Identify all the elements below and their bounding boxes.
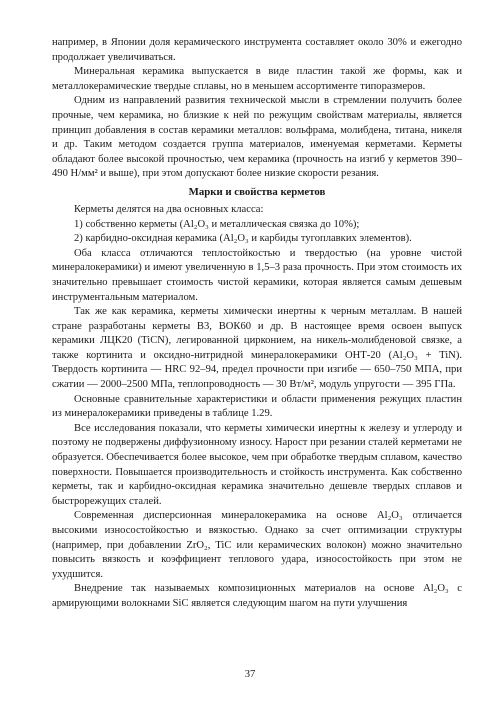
paragraph: например, в Японии доля керамического инструмента составляет около 30% и ежегодно продолжает увеличиваться. — [52, 37, 462, 63]
list-item: 2) карбидно-оксидная керамика (Al₂O₃ и карбиды тугоплавких элементов). — [74, 233, 412, 245]
section-heading: Марки и свойства керметов — [188, 185, 326, 198]
paragraph: Все исследования показали, что керметы химически инертны к железу и углероду и поэтому не подвержены диффузионному износу. Нарост при резании сталей керметами не образуется. Обеспечивается более высокое, чем при обработке твердым сплавом, качество поверхности. Повышается производительность и стойкость инструмента. Как собственно керметы, так и карбидно-оксидная керамика значительно дешевле твердых сплавов и быстрорежущих сталей. — [52, 422, 462, 507]
paragraph: Минеральная керамика выпускается в виде пластин такой же формы, как и металлокерамические твердые сплавы, но в меньшем ассортименте типоразмеров. — [52, 66, 462, 92]
paragraph: Современная дисперсионная минералокерамика на основе Al₂O₃ отличается высокими износостойкостью и вязкостью. Однако за счет оптимизации структуры (например, при добавлении ZrO₂, TiC или керамических волокон) можно значительно повысить вязкость и коэффициент теплового удара, износостойкость при этом не ухудшится. — [52, 510, 462, 580]
page-number: 37 — [244, 669, 256, 680]
paragraph: Так же как керамика, керметы химически инертны к черным металлам. В нашей стране разработаны керметы В3, ВОК60 и др. В настоящее время освоен выпуск керамики ЛЦК20 (TiCN), легированной цирконием, на никель-молибденовой связке, а также кортинита и оксидно-нитридной минералокерамики ОНТ-20 (Al₂O₃ + TiN). Твердость кортинита — HRC 92–94, предел прочности при изгибе — 650–750 МПА, при сжатии — 2000–2500 МПа, теплопроводность — 30 Вт/м², модуль упругости — 395 ГПа. — [52, 306, 462, 391]
paragraph: Основные сравнительные характеристики и области применения режущих пластин из минералокерамики приведены в таблице 1.29. — [52, 393, 462, 420]
list-item: 1) собственно керметы (Al₂O₃ и металлическая связка до 10%); — [74, 218, 360, 230]
paragraph: Керметы делятся на два основных класса: — [74, 203, 264, 215]
paragraph: Оба класса отличаются теплостойкостью и твердостью (на уровне чистой минералокерамики) и имеют увеличенную в 1,5–3 раза прочность. При этом стоимость их значительно превышает стоимость чистой керамики, которая является самым дешевым инструментальным материалом. — [52, 247, 462, 303]
paragraph: Одним из направлений развития технической мысли в стремлении получить более прочные, чем керамика, но близкие к ней по режущим свойствам материалы, является принцип добавления в состав керамики металлов: вольфрама, молибдена, титана, никеля и др. Таким методом создается группа материалов, именуемая керметами. Керметы обладают более высокой прочностью, чем керамика (прочность на изгиб у керметов 390–490 Н/мм² и выше), при этом допускают более низкие скорости резания. — [52, 95, 462, 180]
paragraph: Внедрение так называемых композиционных материалов на основе Al₂O₃ с армирующими волокнами SiC является следующим шагом на пути улучшения — [52, 583, 462, 609]
